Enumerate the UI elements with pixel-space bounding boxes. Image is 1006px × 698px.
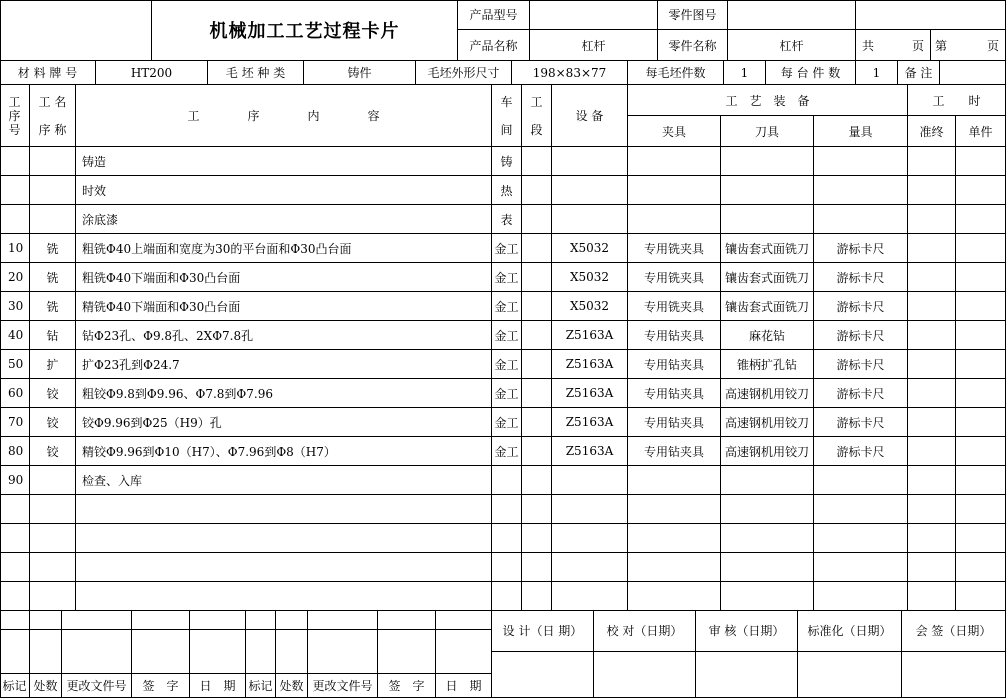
row-fixture: 专用钻夹具 bbox=[628, 408, 721, 437]
footer-blank bbox=[30, 630, 62, 674]
per-blank-value: 1 bbox=[724, 61, 766, 85]
row-gauge bbox=[814, 553, 908, 582]
row-section bbox=[522, 147, 552, 176]
row-op-name: 铣 bbox=[30, 292, 76, 321]
row-unit-time bbox=[956, 292, 1006, 321]
footer-blank bbox=[378, 610, 436, 630]
row-seq-no bbox=[0, 524, 30, 553]
part-drawing-label: 零件图号 bbox=[658, 0, 728, 30]
row-equipment: Z5163A bbox=[552, 350, 628, 379]
col-workshop: 车 间 bbox=[492, 85, 522, 147]
row-op-name bbox=[30, 466, 76, 495]
row-unit-time bbox=[956, 466, 1006, 495]
row-section bbox=[522, 553, 552, 582]
row-fixture bbox=[628, 176, 721, 205]
row-section bbox=[522, 437, 552, 466]
footer-blank bbox=[0, 630, 30, 674]
row-op-name: 扩 bbox=[30, 350, 76, 379]
footer-date: 日 期 bbox=[436, 674, 492, 698]
footer-mark: 标记 bbox=[0, 674, 30, 698]
row-section bbox=[522, 466, 552, 495]
row-workshop: 铸 bbox=[492, 147, 522, 176]
row-seq-no bbox=[0, 205, 30, 234]
row-seq-no bbox=[0, 176, 30, 205]
footer-blank bbox=[132, 630, 190, 674]
row-cutter: 镶齿套式面铣刀 bbox=[721, 292, 814, 321]
approval-check-field[interactable] bbox=[594, 652, 696, 698]
row-content: 铸造 bbox=[76, 147, 492, 176]
row-cutter: 镶齿套式面铣刀 bbox=[721, 234, 814, 263]
footer-blank bbox=[436, 610, 492, 630]
material-grade-label: 材 料 牌 号 bbox=[0, 61, 96, 85]
row-workshop: 金工 bbox=[492, 437, 522, 466]
blank-type-value: 铸件 bbox=[304, 61, 416, 85]
row-cutter bbox=[721, 495, 814, 524]
row-fixture bbox=[628, 466, 721, 495]
row-workshop: 金工 bbox=[492, 321, 522, 350]
row-gauge: 游标卡尺 bbox=[814, 350, 908, 379]
footer-signature: 签 字 bbox=[378, 674, 436, 698]
row-prep-time bbox=[908, 495, 956, 524]
row-cutter bbox=[721, 524, 814, 553]
row-prep-time bbox=[908, 408, 956, 437]
row-unit-time bbox=[956, 321, 1006, 350]
row-seq-no bbox=[0, 147, 30, 176]
approval-countersign-field[interactable] bbox=[902, 652, 1006, 698]
row-gauge bbox=[814, 176, 908, 205]
row-cutter bbox=[721, 176, 814, 205]
col-content: 工 序 内 容 bbox=[76, 85, 492, 147]
row-fixture: 专用钻夹具 bbox=[628, 437, 721, 466]
row-prep-time bbox=[908, 437, 956, 466]
row-seq-no: 60 bbox=[0, 379, 30, 408]
row-op-name: 铰 bbox=[30, 379, 76, 408]
row-prep-time bbox=[908, 321, 956, 350]
row-fixture: 专用钻夹具 bbox=[628, 350, 721, 379]
row-gauge: 游标卡尺 bbox=[814, 292, 908, 321]
row-equipment: Z5163A bbox=[552, 321, 628, 350]
col-equipment: 设 备 bbox=[552, 85, 628, 147]
footer-blank bbox=[132, 610, 190, 630]
row-op-name bbox=[30, 553, 76, 582]
row-content bbox=[76, 524, 492, 553]
row-workshop bbox=[492, 582, 522, 611]
blank-type-label: 毛 坯 种 类 bbox=[208, 61, 304, 85]
footer-date: 日 期 bbox=[190, 674, 246, 698]
row-seq-no: 10 bbox=[0, 234, 30, 263]
footer-blank bbox=[0, 610, 30, 630]
blank-size-value: 198×83×77 bbox=[512, 61, 628, 85]
card-title: 机械加工工艺过程卡片 bbox=[152, 0, 458, 61]
row-fixture bbox=[628, 524, 721, 553]
row-prep-time bbox=[908, 582, 956, 611]
row-gauge: 游标卡尺 bbox=[814, 234, 908, 263]
footer-blank bbox=[276, 610, 308, 630]
col-cutter: 刀具 bbox=[721, 116, 814, 147]
col-op-name: 工 名 序 称 bbox=[30, 85, 76, 147]
row-prep-time bbox=[908, 553, 956, 582]
row-seq-no: 80 bbox=[0, 437, 30, 466]
footer-blank bbox=[62, 610, 132, 630]
row-workshop bbox=[492, 495, 522, 524]
row-cutter bbox=[721, 147, 814, 176]
row-cutter: 高速钢机用铰刀 bbox=[721, 379, 814, 408]
row-gauge: 游标卡尺 bbox=[814, 408, 908, 437]
footer-count: 处数 bbox=[276, 674, 308, 698]
row-content bbox=[76, 553, 492, 582]
total-unit: 页 bbox=[911, 38, 924, 53]
row-gauge bbox=[814, 495, 908, 524]
col-section: 工 段 bbox=[522, 85, 552, 147]
row-unit-time bbox=[956, 408, 1006, 437]
approval-design-field[interactable] bbox=[492, 652, 594, 698]
col-unit-time: 单件 bbox=[956, 116, 1006, 147]
row-unit-time bbox=[956, 379, 1006, 408]
row-prep-time bbox=[908, 263, 956, 292]
row-section bbox=[522, 292, 552, 321]
row-equipment bbox=[552, 466, 628, 495]
row-op-name bbox=[30, 147, 76, 176]
approval-standard-field[interactable] bbox=[798, 652, 902, 698]
row-workshop: 金工 bbox=[492, 350, 522, 379]
per-blank-label: 每毛坯件数 bbox=[628, 61, 724, 85]
approval-check-label: 校 对（日期） bbox=[594, 610, 696, 652]
row-content: 粗铣Φ40上端面和宽度为30的平台面和Φ30凸台面 bbox=[76, 234, 492, 263]
row-workshop: 金工 bbox=[492, 292, 522, 321]
row-workshop bbox=[492, 524, 522, 553]
product-name-label: 产品名称 bbox=[458, 30, 530, 61]
row-section bbox=[522, 495, 552, 524]
page-label: 第 bbox=[935, 38, 948, 53]
footer-change-doc: 更改文件号 bbox=[62, 674, 132, 698]
row-content: 钻Φ23孔、Φ9.8孔、2XΦ7.8孔 bbox=[76, 321, 492, 350]
row-equipment: Z5163A bbox=[552, 379, 628, 408]
row-prep-time bbox=[908, 176, 956, 205]
row-workshop: 金工 bbox=[492, 379, 522, 408]
row-section bbox=[522, 205, 552, 234]
footer-change-doc: 更改文件号 bbox=[308, 674, 378, 698]
approval-standard-label: 标准化（日期） bbox=[798, 610, 902, 652]
row-prep-time bbox=[908, 350, 956, 379]
row-cutter bbox=[721, 582, 814, 611]
row-fixture: 专用铣夹具 bbox=[628, 263, 721, 292]
row-equipment: X5032 bbox=[552, 263, 628, 292]
remark-value bbox=[940, 61, 1006, 85]
part-name-value: 杠杆 bbox=[728, 30, 856, 61]
row-section bbox=[522, 582, 552, 611]
row-op-name bbox=[30, 582, 76, 611]
row-equipment: X5032 bbox=[552, 292, 628, 321]
product-model-value bbox=[530, 0, 658, 30]
footer-blank bbox=[276, 630, 308, 674]
row-prep-time bbox=[908, 524, 956, 553]
row-cutter: 麻花钻 bbox=[721, 321, 814, 350]
row-gauge bbox=[814, 147, 908, 176]
row-unit-time bbox=[956, 263, 1006, 292]
row-section bbox=[522, 176, 552, 205]
row-unit-time bbox=[956, 437, 1006, 466]
row-content: 检查、入库 bbox=[76, 466, 492, 495]
row-workshop: 金工 bbox=[492, 263, 522, 292]
blank-size-label: 毛坯外形尺寸 bbox=[416, 61, 512, 85]
per-unit-value: 1 bbox=[856, 61, 898, 85]
row-fixture bbox=[628, 553, 721, 582]
footer-blank bbox=[190, 630, 246, 674]
row-workshop: 表 bbox=[492, 205, 522, 234]
row-section bbox=[522, 321, 552, 350]
row-content bbox=[76, 495, 492, 524]
material-grade-value: HT200 bbox=[96, 61, 208, 85]
row-op-name bbox=[30, 176, 76, 205]
row-fixture bbox=[628, 582, 721, 611]
row-op-name bbox=[30, 205, 76, 234]
footer-blank bbox=[378, 630, 436, 674]
row-cutter: 高速钢机用铰刀 bbox=[721, 437, 814, 466]
logo-area bbox=[0, 0, 152, 61]
row-workshop bbox=[492, 466, 522, 495]
row-equipment: Z5163A bbox=[552, 408, 628, 437]
row-gauge: 游标卡尺 bbox=[814, 321, 908, 350]
row-gauge bbox=[814, 205, 908, 234]
row-fixture: 专用铣夹具 bbox=[628, 292, 721, 321]
row-fixture bbox=[628, 205, 721, 234]
header-blank bbox=[856, 0, 1006, 30]
col-seq-no: 工 序 号 bbox=[0, 85, 30, 147]
footer-blank bbox=[436, 630, 492, 674]
row-prep-time bbox=[908, 466, 956, 495]
footer-blank bbox=[308, 630, 378, 674]
row-prep-time bbox=[908, 379, 956, 408]
approval-review-label: 审 核（日期） bbox=[696, 610, 798, 652]
row-cutter bbox=[721, 553, 814, 582]
row-gauge bbox=[814, 466, 908, 495]
part-drawing-value bbox=[728, 0, 856, 30]
footer-blank bbox=[62, 630, 132, 674]
row-cutter bbox=[721, 205, 814, 234]
row-op-name bbox=[30, 495, 76, 524]
remark-label: 备 注 bbox=[898, 61, 940, 85]
row-equipment bbox=[552, 495, 628, 524]
part-name-label: 零件名称 bbox=[658, 30, 728, 61]
row-content: 粗铰Φ9.8到Φ9.96、Φ7.8到Φ7.96 bbox=[76, 379, 492, 408]
row-unit-time bbox=[956, 147, 1006, 176]
row-seq-no: 20 bbox=[0, 263, 30, 292]
row-fixture bbox=[628, 495, 721, 524]
row-op-name: 铰 bbox=[30, 408, 76, 437]
col-hours: 工 时 bbox=[908, 85, 1006, 116]
row-equipment bbox=[552, 524, 628, 553]
row-equipment: Z5163A bbox=[552, 437, 628, 466]
row-seq-no bbox=[0, 495, 30, 524]
approval-countersign-label: 会 签（日期） bbox=[902, 610, 1006, 652]
footer-blank bbox=[246, 610, 276, 630]
row-gauge bbox=[814, 582, 908, 611]
row-fixture: 专用铣夹具 bbox=[628, 234, 721, 263]
col-fixture: 夹具 bbox=[628, 116, 721, 147]
product-name-value: 杠杆 bbox=[530, 30, 658, 61]
footer-count: 处数 bbox=[30, 674, 62, 698]
row-gauge bbox=[814, 524, 908, 553]
row-section bbox=[522, 408, 552, 437]
row-workshop: 热 bbox=[492, 176, 522, 205]
row-fixture: 专用钻夹具 bbox=[628, 379, 721, 408]
row-gauge: 游标卡尺 bbox=[814, 263, 908, 292]
footer-blank bbox=[30, 610, 62, 630]
row-seq-no: 90 bbox=[0, 466, 30, 495]
row-equipment bbox=[552, 582, 628, 611]
footer-blank bbox=[190, 610, 246, 630]
row-section bbox=[522, 379, 552, 408]
row-cutter bbox=[721, 466, 814, 495]
total-pages bbox=[856, 30, 931, 61]
row-prep-time bbox=[908, 292, 956, 321]
product-model-label: 产品型号 bbox=[458, 0, 530, 30]
row-unit-time bbox=[956, 495, 1006, 524]
footer-blank bbox=[246, 630, 276, 674]
row-prep-time bbox=[908, 205, 956, 234]
footer-signature: 签 字 bbox=[132, 674, 190, 698]
row-content: 粗铣Φ40下端面和Φ30凸台面 bbox=[76, 263, 492, 292]
total-label: 共 bbox=[862, 38, 875, 53]
row-section bbox=[522, 524, 552, 553]
row-workshop: 金工 bbox=[492, 234, 522, 263]
col-gauge: 量具 bbox=[814, 116, 908, 147]
row-unit-time bbox=[956, 205, 1006, 234]
row-equipment bbox=[552, 176, 628, 205]
row-fixture: 专用钻夹具 bbox=[628, 321, 721, 350]
row-cutter: 高速钢机用铰刀 bbox=[721, 408, 814, 437]
row-content: 精铣Φ40下端面和Φ30凸台面 bbox=[76, 292, 492, 321]
row-op-name: 铣 bbox=[30, 263, 76, 292]
row-cutter: 锥柄扩孔钻 bbox=[721, 350, 814, 379]
approval-review-field[interactable] bbox=[696, 652, 798, 698]
row-content: 精铰Φ9.96到Φ10（H7）、Φ7.96到Φ8（H7） bbox=[76, 437, 492, 466]
row-unit-time bbox=[956, 176, 1006, 205]
row-prep-time bbox=[908, 234, 956, 263]
row-fixture bbox=[628, 147, 721, 176]
row-gauge: 游标卡尺 bbox=[814, 437, 908, 466]
row-section bbox=[522, 350, 552, 379]
row-seq-no: 40 bbox=[0, 321, 30, 350]
row-unit-time bbox=[956, 350, 1006, 379]
row-seq-no: 50 bbox=[0, 350, 30, 379]
row-equipment bbox=[552, 553, 628, 582]
footer-mark: 标记 bbox=[246, 674, 276, 698]
approval-design-label: 设 计（日 期） bbox=[492, 610, 594, 652]
row-prep-time bbox=[908, 147, 956, 176]
row-workshop bbox=[492, 553, 522, 582]
per-unit-label: 每 台 件 数 bbox=[766, 61, 856, 85]
row-equipment bbox=[552, 205, 628, 234]
row-workshop: 金工 bbox=[492, 408, 522, 437]
row-seq-no: 70 bbox=[0, 408, 30, 437]
row-op-name: 铣 bbox=[30, 234, 76, 263]
row-unit-time bbox=[956, 582, 1006, 611]
row-content: 时效 bbox=[76, 176, 492, 205]
row-section bbox=[522, 263, 552, 292]
row-op-name: 铰 bbox=[30, 437, 76, 466]
row-unit-time bbox=[956, 553, 1006, 582]
row-seq-no: 30 bbox=[0, 292, 30, 321]
row-content: 涂底漆 bbox=[76, 205, 492, 234]
row-cutter: 镶齿套式面铣刀 bbox=[721, 263, 814, 292]
row-equipment: X5032 bbox=[552, 234, 628, 263]
row-content: 扩Φ23孔到Φ24.7 bbox=[76, 350, 492, 379]
col-prep-time: 准终 bbox=[908, 116, 956, 147]
row-content: 铰Φ9.96到Φ25（H9）孔 bbox=[76, 408, 492, 437]
row-seq-no bbox=[0, 582, 30, 611]
row-op-name: 钻 bbox=[30, 321, 76, 350]
row-unit-time bbox=[956, 234, 1006, 263]
row-gauge: 游标卡尺 bbox=[814, 379, 908, 408]
row-section bbox=[522, 234, 552, 263]
row-unit-time bbox=[956, 524, 1006, 553]
page-unit: 页 bbox=[986, 38, 999, 53]
col-tooling: 工 艺 装 备 bbox=[628, 85, 908, 116]
row-seq-no bbox=[0, 553, 30, 582]
row-op-name bbox=[30, 524, 76, 553]
page-number bbox=[931, 30, 1006, 61]
footer-blank bbox=[308, 610, 378, 630]
row-equipment bbox=[552, 147, 628, 176]
row-content bbox=[76, 582, 492, 611]
